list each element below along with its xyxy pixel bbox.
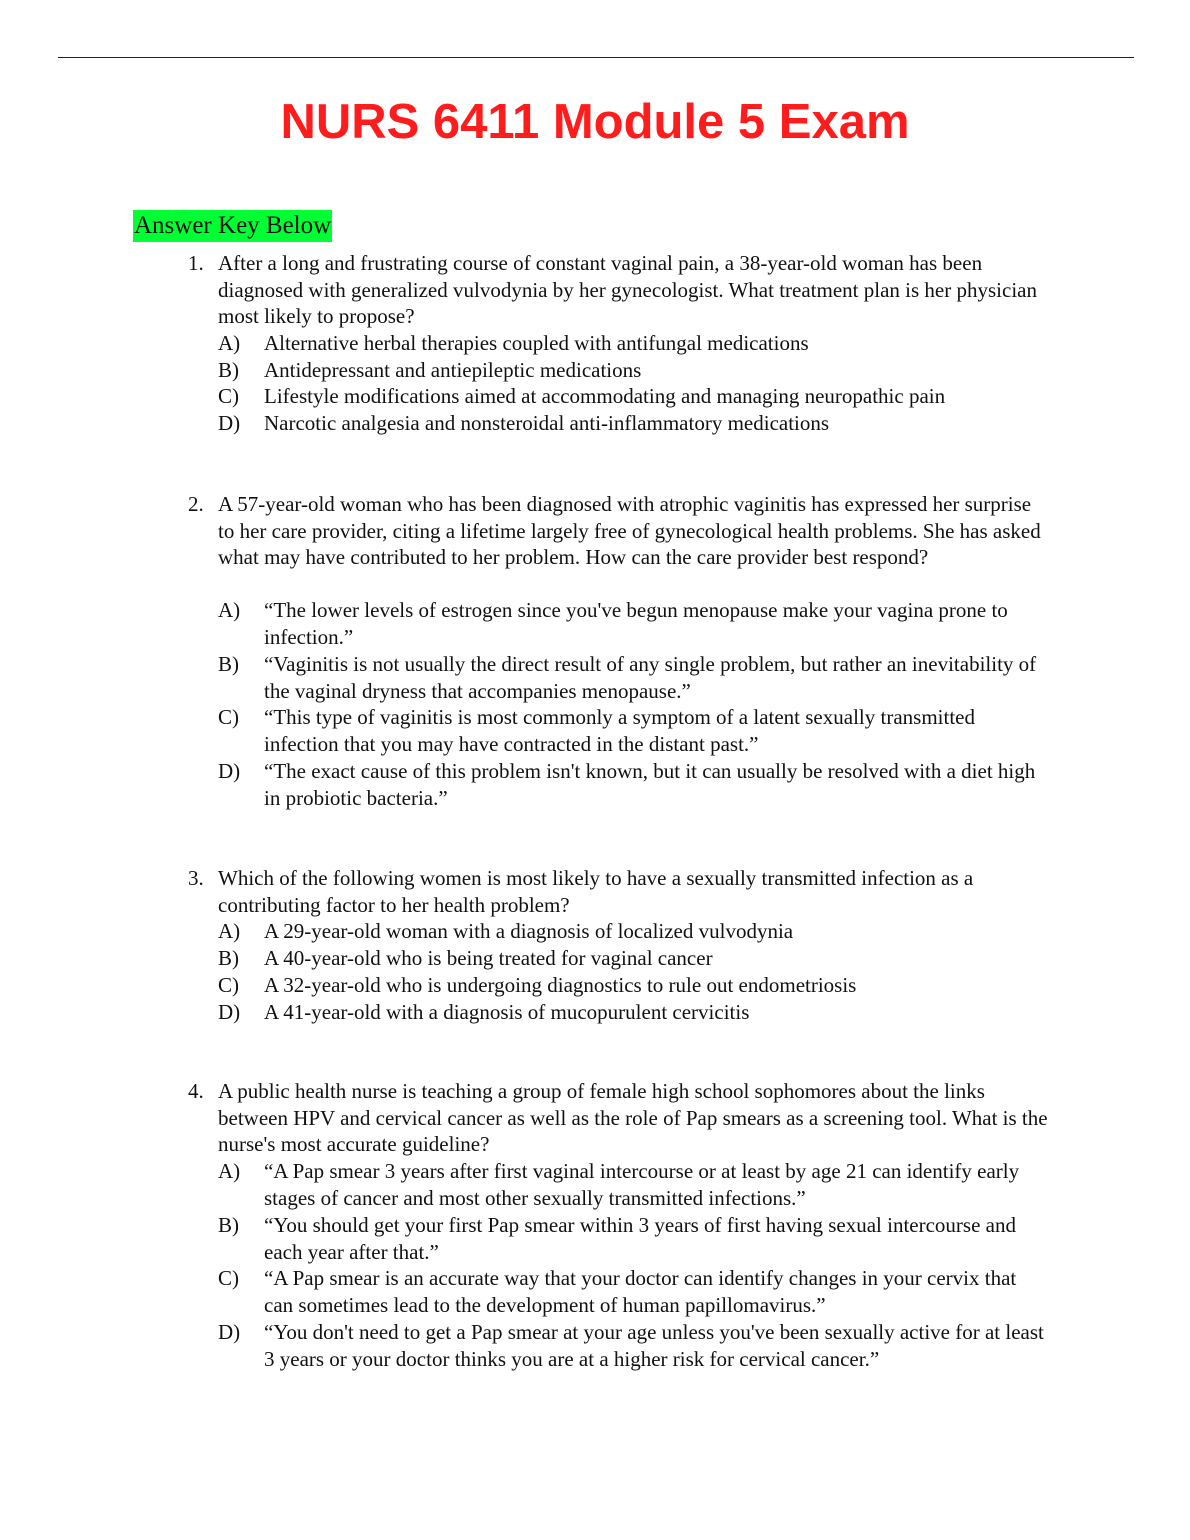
question-stem: After a long and frustrating course of constant vaginal pain, a 38-year-old woman has been diagnosed with generalized vulvodynia by her gynecologist. What treatment plan is her physician most likely to propose? xyxy=(218,251,1037,329)
option-letter: B) xyxy=(218,1213,239,1237)
question-stem: A 57-year-old woman who has been diagnosed with atrophic vaginitis has expressed her surprise to her care provider, citing a lifetime largely free of gynecological health problems. She has asked what may have contributed to her problem. How can the care provider best respond? xyxy=(218,492,1041,570)
answer-key-label: Answer Key Below xyxy=(133,210,332,242)
option-text: “This type of vaginitis is most commonly a symptom of a latent sexually transmitted infection that you may have contracted in the distant past.” xyxy=(264,705,975,756)
option-text: “The exact cause of this problem isn't known, but it can usually be resolved with a diet high in probiotic bacteria.” xyxy=(264,759,1036,810)
option-text: Narcotic analgesia and nonsteroidal anti-inflammatory medications xyxy=(264,411,830,435)
option-letter: B) xyxy=(218,358,239,382)
option-letter: C) xyxy=(218,973,239,997)
option-letter: A) xyxy=(218,1159,241,1183)
option-letter: C) xyxy=(218,1266,239,1290)
question-number: 2. xyxy=(188,492,204,516)
option-text: “A Pap smear 3 years after first vaginal intercourse or at least by age 21 can identify early stages of cancer and most other sexually transmitted infections.” xyxy=(264,1159,1020,1210)
option-text: Antidepressant and antiepileptic medications xyxy=(264,358,642,382)
option-text: “You don't need to get a Pap smear at your age unless you've been sexually active for at least 3 years or your doctor thinks you are at a higher risk for cervical cancer.” xyxy=(264,1320,1044,1371)
option-text: A 40-year-old who is being treated for vaginal cancer xyxy=(264,946,713,970)
option-text: A 29-year-old woman with a diagnosis of localized vulvodynia xyxy=(264,919,794,943)
option-text: “The lower levels of estrogen since you've begun menopause make your vagina prone to infection.” xyxy=(264,598,1008,649)
option-text: A 41-year-old with a diagnosis of mucopurulent cervicitis xyxy=(264,1000,750,1024)
option-text: Alternative herbal therapies coupled with antifungal medications xyxy=(264,331,809,355)
option-letter: A) xyxy=(218,331,241,355)
question-stem: Which of the following women is most likely to have a sexually transmitted infection as a contributing factor to her health problem? xyxy=(218,866,974,917)
option-letter: B) xyxy=(218,652,239,676)
question-number: 1. xyxy=(188,251,204,275)
option-letter: D) xyxy=(218,1000,241,1024)
header-rule xyxy=(58,57,1134,58)
question-number: 3. xyxy=(188,866,204,890)
document-title: NURS 6411 Module 5 Exam xyxy=(280,95,910,149)
option-letter: C) xyxy=(218,384,239,408)
question-number: 4. xyxy=(188,1079,204,1103)
option-letter: D) xyxy=(218,1320,241,1344)
option-text: “Vaginitis is not usually the direct result of any single problem, but rather an inevitability of the vaginal dryness that accompanies menopause.” xyxy=(264,652,1037,703)
option-text: A 32-year-old who is undergoing diagnostics to rule out endometriosis xyxy=(264,973,857,997)
option-letter: A) xyxy=(218,919,241,943)
option-letter: C) xyxy=(218,705,239,729)
question-stem: A public health nurse is teaching a group of female high school sophomores about the links between HPV and cervical cancer as well as the role of Pap smears as a screening tool. What is the nurse's most accurate guideline? xyxy=(218,1079,1048,1157)
option-letter: D) xyxy=(218,411,241,435)
option-text: Lifestyle modifications aimed at accommodating and managing neuropathic pain xyxy=(264,384,946,408)
option-letter: B) xyxy=(218,946,239,970)
option-letter: D) xyxy=(218,759,241,783)
option-text: “You should get your first Pap smear within 3 years of first having sexual intercourse and each year after that.” xyxy=(264,1213,1016,1264)
option-text: “A Pap smear is an accurate way that your doctor can identify changes in your cervix that can sometimes lead to the development of human papillomavirus.” xyxy=(264,1266,1017,1317)
option-letter: A) xyxy=(218,598,241,622)
